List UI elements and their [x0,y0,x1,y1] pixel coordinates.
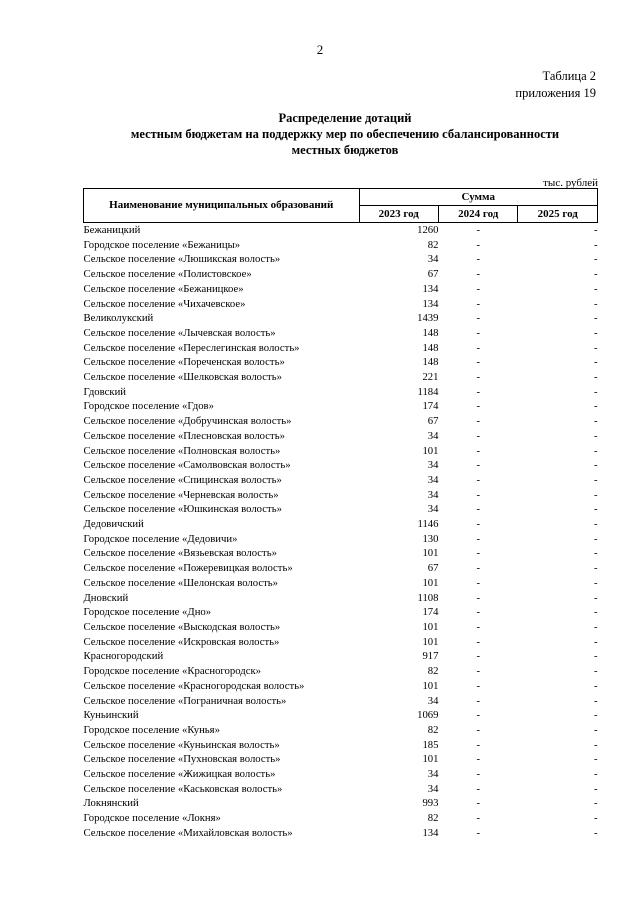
cell-name: Сельское поселение «Переслегинская волость» [83,341,300,354]
table-row [84,458,598,473]
table-row [84,502,598,517]
cell-2023: 101 [422,547,439,560]
cell-2025: - [593,356,598,369]
cell-2023: 134 [422,826,439,839]
cell-2023: 101 [422,635,439,648]
cell-2025: - [593,635,598,648]
cell-2024: - [476,635,480,648]
cell-2023: 101 [422,620,439,633]
cell-2024: - [476,503,480,516]
cell-2025: - [593,562,598,575]
cell-2024: - [476,576,480,589]
cell-2023: 67 [427,562,439,575]
cell-name: Гдовский [83,385,127,398]
cell-2024: - [476,650,480,663]
table-row [84,708,598,723]
cell-2024: - [476,723,480,736]
cell-2023: 34 [427,488,439,501]
table-row [84,326,598,341]
cell-2025: - [593,459,598,472]
cell-name: Городское поселение «Кунья» [83,723,220,736]
cell-2024: - [476,238,480,251]
cell-name: Сельское поселение «Черневская волость» [83,488,279,501]
cell-2023: 993 [422,797,439,810]
cell-name: Сельское поселение «Пожеревицкая волость» [83,562,293,575]
cell-name: Локнянский [83,797,139,810]
cell-2023: 148 [422,326,439,339]
cell-name: Сельское поселение «Юшкинская волость» [83,503,282,516]
cell-2023: 174 [422,606,439,619]
cell-name: Городское поселение «Бежаницы» [83,238,241,251]
cell-2023: 34 [427,768,439,781]
cell-2025: - [593,694,598,707]
table-row [84,738,598,753]
cell-2024: - [476,253,480,266]
table-ref-line1: Таблица 2 [542,69,596,83]
cell-2025: - [593,768,598,781]
cell-name: Сельское поселение «Спицинская волость» [83,473,282,486]
cell-2023: 34 [427,503,439,516]
cell-2024: - [476,709,480,722]
cell-2024: - [476,444,480,457]
cell-2025: - [593,620,598,633]
cell-2024: - [476,532,480,545]
cell-2023: 134 [422,297,439,310]
table-row [84,355,598,370]
cell-2023: 101 [422,679,439,692]
cell-2023: 221 [422,371,439,384]
cell-2023: 1439 [417,312,439,325]
table-row [84,341,598,356]
cell-name: Сельское поселение «Полновская волость» [83,444,281,457]
cell-2025: - [593,444,598,457]
table-row [84,399,598,414]
cell-2024: - [476,679,480,692]
header-year-2025: 2025 год [518,206,598,223]
cell-2024: - [476,826,480,839]
table-row [84,414,598,429]
cell-2023: 34 [427,473,439,486]
cell-2023: 34 [427,253,439,266]
units-label: тыс. рублей [543,177,598,189]
cell-2025: - [593,503,598,516]
table-row [84,252,598,267]
table-row [84,532,598,547]
table-row [84,311,598,326]
cell-name: Куньинский [83,709,139,722]
cell-2025: - [593,473,598,486]
cell-name: Красногородский [83,650,164,663]
table-row [84,517,598,532]
cell-name: Сельское поселение «Каськовская волость» [83,782,283,795]
cell-name: Городское поселение «Гдов» [83,400,214,413]
cell-2024: - [476,429,480,442]
cell-2024: - [476,518,480,531]
cell-2024: - [476,415,480,428]
cell-2025: - [593,518,598,531]
cell-2023: 148 [422,356,439,369]
cell-2023: 101 [422,576,439,589]
cell-2024: - [476,282,480,295]
table-row [84,282,598,297]
cell-2024: - [476,547,480,560]
cell-name: Сельское поселение «Лычевская волость» [83,326,276,339]
title-line3: местных бюджетов [291,143,399,157]
cell-name: Великолукский [83,312,154,325]
cell-name: Сельское поселение «Куньинская волость» [83,738,280,751]
cell-2024: - [476,620,480,633]
cell-2025: - [593,738,598,751]
cell-2023: 34 [427,429,439,442]
header-name: Наименование муниципальных образований [84,189,360,223]
subsidy-table [83,188,598,841]
table-row [84,620,598,635]
table-row [84,444,598,459]
cell-2025: - [593,341,598,354]
cell-2024: - [476,371,480,384]
table-row [84,679,598,694]
cell-name: Сельское поселение «Полистовское» [83,268,252,281]
cell-2025: - [593,400,598,413]
table-row [84,796,598,811]
cell-2025: - [593,797,598,810]
cell-name: Городское поселение «Красногородск» [83,665,261,678]
cell-2025: - [593,723,598,736]
table-row [84,473,598,488]
cell-2025: - [593,782,598,795]
cell-2023: 1069 [417,709,439,722]
cell-2024: - [476,812,480,825]
cell-2024: - [476,606,480,619]
cell-2023: 185 [422,738,439,751]
cell-2025: - [593,238,598,251]
cell-2024: - [476,753,480,766]
cell-name: Сельское поселение «Бежаницкое» [83,282,244,295]
header-year-2024: 2024 год [438,206,517,223]
cell-2024: - [476,400,480,413]
cell-name: Сельское поселение «Шелонская волость» [83,576,278,589]
cell-name: Бежаницкий [83,224,141,236]
table-row [84,238,598,253]
cell-2023: 34 [427,459,439,472]
cell-2025: - [593,650,598,663]
document-title [0,110,640,158]
table-row [84,649,598,664]
cell-name: Сельское поселение «Люшикская волость» [83,253,281,266]
cell-name: Дновский [83,591,129,604]
table-row [84,826,598,841]
cell-2025: - [593,224,598,236]
cell-2025: - [593,547,598,560]
cell-2023: 148 [422,341,439,354]
table-row [84,591,598,606]
cell-name: Сельское поселение «Пухновская волость» [83,753,281,766]
cell-2025: - [593,297,598,310]
table-row [84,752,598,767]
cell-name: Сельское поселение «Вязьевская волость» [83,547,277,560]
table-body [84,223,598,841]
cell-2023: 82 [427,238,439,251]
table-row [84,267,598,282]
table-row [84,223,598,238]
cell-2024: - [476,768,480,781]
cell-2024: - [476,782,480,795]
table-row [84,694,598,709]
cell-2023: 1184 [417,385,439,398]
cell-2023: 34 [427,694,439,707]
cell-2025: - [593,753,598,766]
cell-2023: 917 [422,650,439,663]
cell-2023: 34 [427,782,439,795]
table-row [84,767,598,782]
header-year-2023: 2023 год [359,206,438,223]
cell-2025: - [593,488,598,501]
cell-2023: 1146 [417,518,439,531]
cell-name: Сельское поселение «Самолвовская волость» [83,459,291,472]
cell-name: Дедовичский [83,518,144,531]
cell-name: Сельское поселение «Жижицкая волость» [83,768,276,781]
cell-2023: 1108 [417,591,439,604]
table-row [84,429,598,444]
cell-2025: - [593,606,598,619]
cell-2024: - [476,473,480,486]
cell-2023: 174 [422,400,439,413]
cell-2023: 134 [422,282,439,295]
cell-2023: 82 [427,665,439,678]
table-row [84,385,598,400]
cell-2024: - [476,738,480,751]
table-row [84,546,598,561]
cell-2023: 1260 [417,224,439,236]
cell-2023: 82 [427,812,439,825]
cell-2024: - [476,694,480,707]
cell-2025: - [593,812,598,825]
cell-2024: - [476,385,480,398]
cell-name: Сельское поселение «Пореченская волость» [83,356,285,369]
cell-2023: 130 [422,532,439,545]
cell-2024: - [476,665,480,678]
cell-2025: - [593,709,598,722]
cell-2024: - [476,297,480,310]
cell-2025: - [593,268,598,281]
cell-2024: - [476,341,480,354]
cell-2025: - [593,385,598,398]
cell-name: Городское поселение «Дедовичи» [83,532,238,545]
cell-2025: - [593,665,598,678]
cell-2025: - [593,576,598,589]
cell-name: Сельское поселение «Чихачевское» [83,297,246,310]
cell-name: Сельское поселение «Михайловская волость» [83,826,293,839]
cell-2024: - [476,591,480,604]
cell-2025: - [593,415,598,428]
cell-2025: - [593,326,598,339]
table-row [84,576,598,591]
cell-2023: 101 [422,444,439,457]
cell-2024: - [476,797,480,810]
table-row [84,723,598,738]
cell-2023: 82 [427,723,439,736]
table-row [84,488,598,503]
cell-2024: - [476,356,480,369]
cell-2024: - [476,312,480,325]
cell-2024: - [476,224,480,236]
cell-2024: - [476,562,480,575]
table-row [84,297,598,312]
cell-2025: - [593,429,598,442]
table-row [84,782,598,797]
title-line1: Распределение дотаций [278,111,412,125]
title-line2: местным бюджетам на поддержку мер по обеспечению сбалансированности [130,127,560,141]
cell-name: Сельское поселение «Выскодская волость» [83,620,281,633]
table-ref-line2: приложения 19 [515,86,596,100]
cell-name: Сельское поселение «Шелковская волость» [83,371,282,384]
header-sum: Сумма [359,189,598,206]
table-row [84,561,598,576]
table-row [84,605,598,620]
cell-2025: - [593,826,598,839]
table-row [84,664,598,679]
cell-name: Сельское поселение «Добручинская волость» [83,415,292,428]
cell-2024: - [476,268,480,281]
cell-name: Городское поселение «Локня» [83,812,221,825]
table-row [84,811,598,826]
cell-name: Городское поселение «Дно» [83,606,212,619]
cell-2025: - [593,253,598,266]
table-row [84,635,598,650]
table-reference [515,68,596,102]
cell-name: Сельское поселение «Искровская волость» [83,635,280,648]
cell-2023: 67 [427,415,439,428]
cell-name: Сельское поселение «Пограничная волость» [83,694,287,707]
cell-2025: - [593,679,598,692]
cell-2025: - [593,282,598,295]
cell-2025: - [593,312,598,325]
cell-2023: 101 [422,753,439,766]
cell-2025: - [593,591,598,604]
page-number: 2 [316,42,324,57]
cell-2024: - [476,326,480,339]
cell-2025: - [593,371,598,384]
table-row [84,370,598,385]
cell-2023: 67 [427,268,439,281]
cell-2024: - [476,488,480,501]
cell-name: Сельское поселение «Красногородская волость» [83,679,305,692]
cell-name: Сельское поселение «Плесновская волость» [83,429,285,442]
cell-2024: - [476,459,480,472]
cell-2025: - [593,532,598,545]
